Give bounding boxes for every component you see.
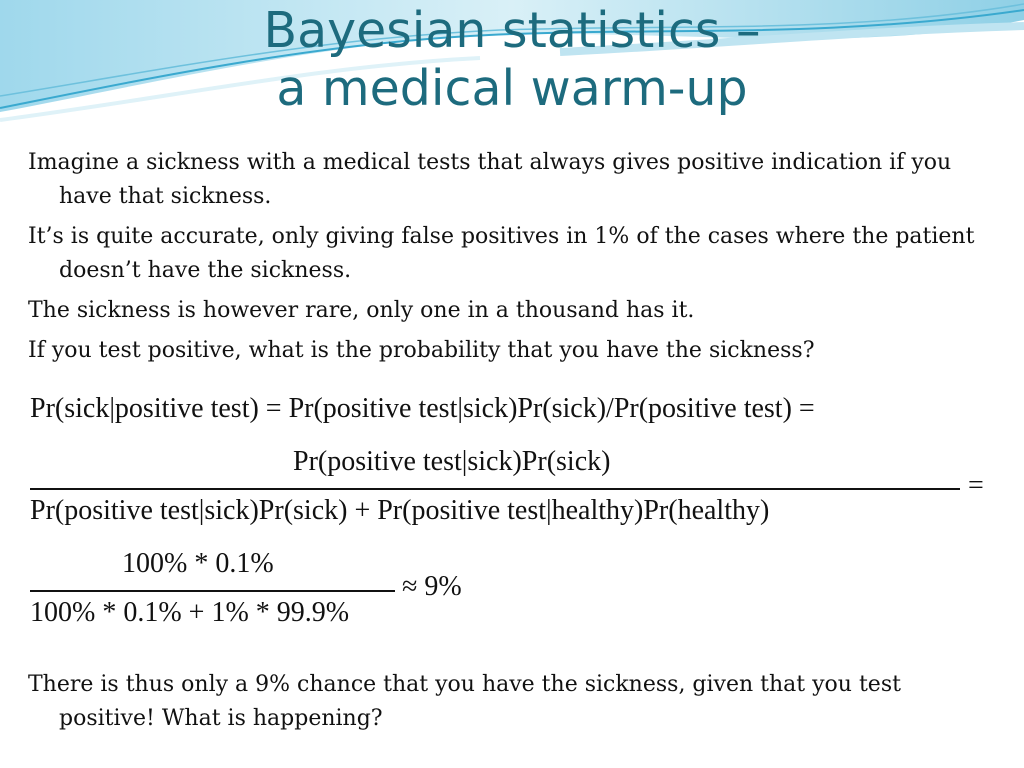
bullet-list [28, 146, 998, 374]
result: ≈ 9% [402, 571, 462, 602]
bullet-item: The sickness is however rare, only one in a thousand has it. [28, 298, 695, 323]
fraction-1-equals: = [968, 470, 984, 501]
bullet-item: It’s is quite accurate, only giving false positives in 1% of the cases where the patient doesn’t have the sickness. [28, 224, 975, 283]
fraction-2-bar [30, 590, 395, 592]
title-line-2: a medical warm-up [276, 60, 748, 117]
fraction-2-numerator: 100% * 0.1% [122, 548, 274, 579]
slide-title [0, 2, 1024, 118]
conclusion-text: There is thus only a 9% chance that you have the sickness, given that you test positive! What is happening? [28, 672, 901, 731]
fraction-1-denominator: Pr(positive test|sick)Pr(sick) + Pr(positive test|healthy)Pr(healthy) [30, 495, 770, 526]
equation-line-1: Pr(sick|positive test) = Pr(positive test|sick)Pr(sick)/Pr(positive test) = [30, 393, 815, 424]
fraction-1-numerator: Pr(positive test|sick)Pr(sick) [293, 446, 611, 477]
bullet-item: If you test positive, what is the probability that you have the sickness? [28, 338, 815, 363]
bullet-item: Imagine a sickness with a medical tests that always gives positive indication if you have that sickness. [28, 150, 952, 209]
fraction-1-bar [30, 488, 960, 490]
fraction-2-denominator: 100% * 0.1% + 1% * 99.9% [30, 597, 350, 628]
title-line-1: Bayesian statistics – [263, 2, 761, 59]
conclusion-list [28, 668, 998, 742]
